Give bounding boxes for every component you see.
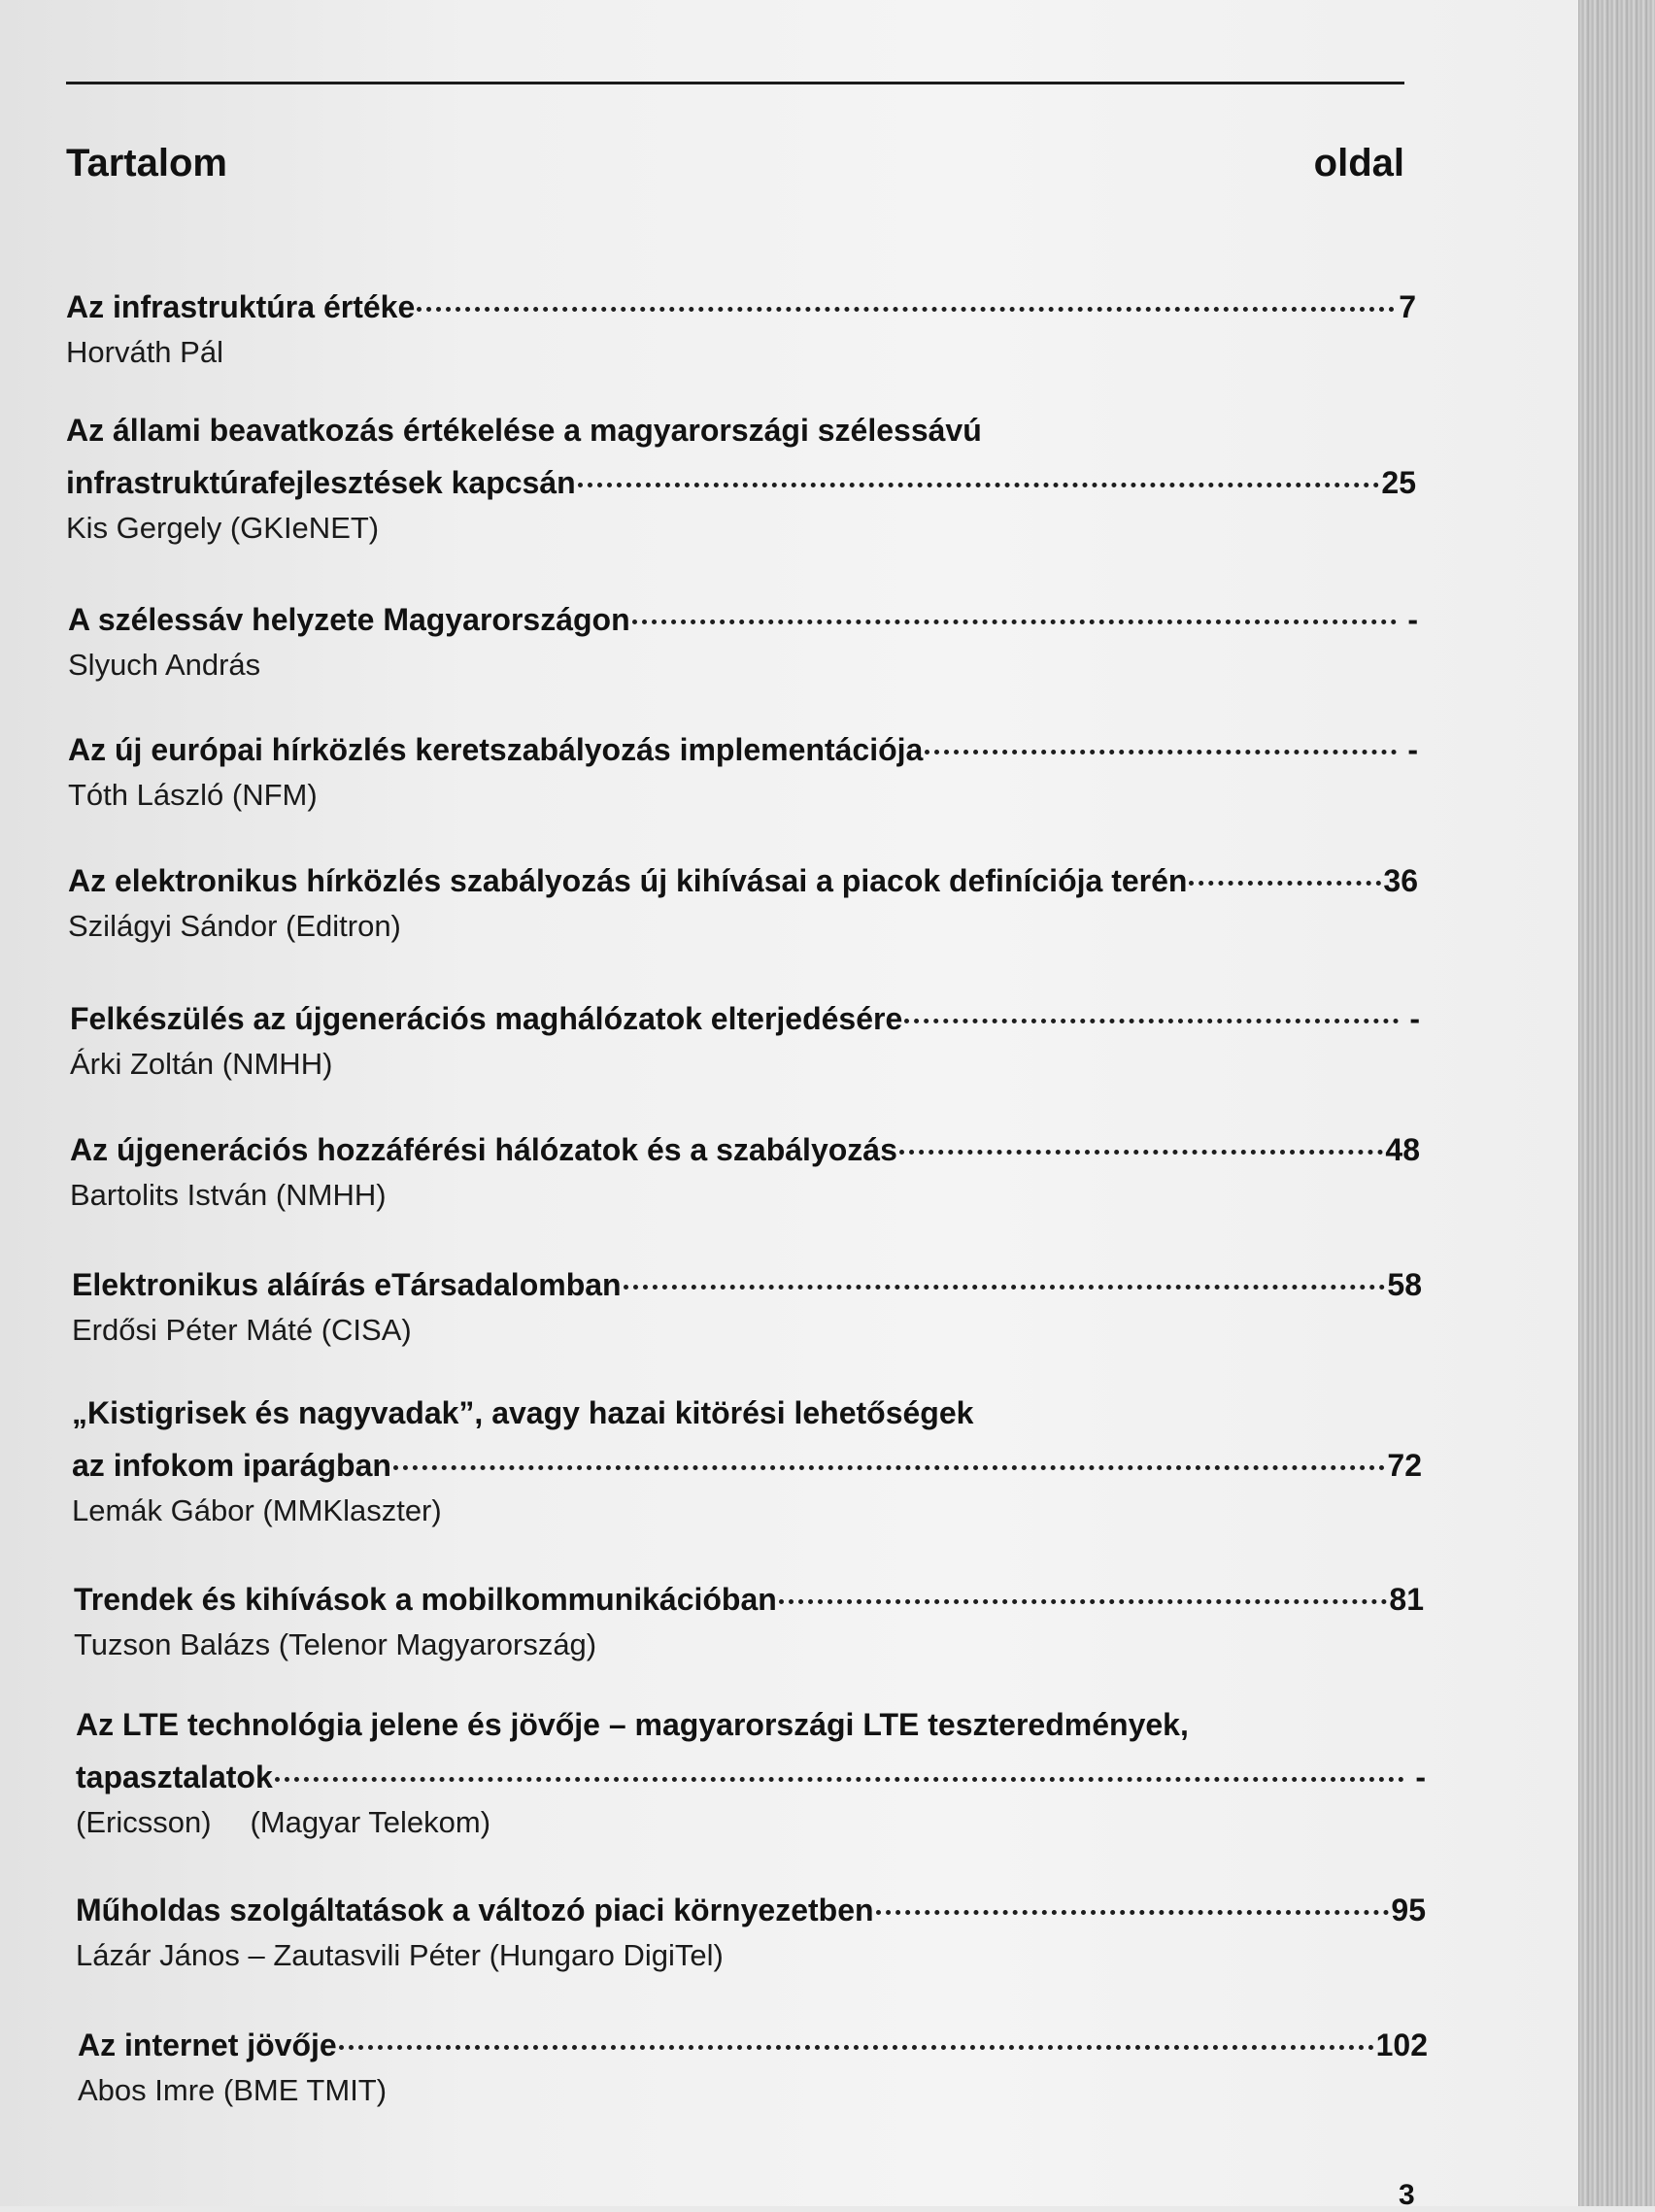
entry-page: 25 [1381, 465, 1416, 500]
entry-author: Lemák Gábor (MMKlaszter) [72, 1493, 442, 1527]
entry-title: Felkészülés az újgenerációs maghálózatok elterjedésére [70, 1001, 903, 1036]
dot-leader [925, 715, 1397, 754]
toc-entry [72, 1390, 1422, 1533]
entry-title: Az elektronikus hírközlés szabályozás új kihívásai a piacok definíciója terén [68, 863, 1188, 898]
entry-author-affiliation: (Ericsson) [76, 1805, 212, 1839]
entry-title: Műholdas szolgáltatások a változó piaci környezetben [76, 1893, 874, 1927]
entry-page: 72 [1387, 1448, 1422, 1483]
entry-title-line [68, 590, 1418, 643]
dot-leader [876, 1875, 1390, 1915]
entry-page: 7 [1399, 289, 1416, 324]
toc-entry [70, 989, 1420, 1087]
entry-title: infrastruktúrafejlesztések kapcsán [66, 465, 576, 500]
toc-entry [68, 590, 1418, 687]
toc-entry [78, 2016, 1428, 2113]
entry-page: 95 [1391, 1893, 1426, 1927]
entry-title-line [76, 1881, 1426, 1933]
entry-title-line [74, 1570, 1424, 1623]
toc-entry [68, 852, 1418, 949]
entry-page: 58 [1387, 1267, 1422, 1302]
toc-entry [70, 1121, 1420, 1218]
entry-title-line [68, 852, 1418, 904]
entry-title: Az újgenerációs hozzáférési hálózatok és a szabályozás [70, 1132, 897, 1167]
dot-leader [275, 1742, 1404, 1782]
entry-author: Erdősi Péter Máté (CISA) [72, 1313, 412, 1347]
entry-title: Trendek és kihívások a mobilkommunikációban [74, 1582, 777, 1617]
dot-leader [899, 1115, 1384, 1155]
entry-title-line [72, 1256, 1422, 1308]
toc-entry [72, 1256, 1422, 1353]
entry-title-line [70, 1121, 1420, 1173]
entry-author: Lázár János – Zautasvili Péter (Hungaro DigiTel) [76, 1938, 724, 1972]
entry-author [76, 1800, 1426, 1845]
entry-title: tapasztalatok [76, 1760, 273, 1794]
entry-title-line [68, 721, 1418, 773]
toc-entry [76, 1881, 1426, 1978]
toc-entry [66, 407, 1416, 551]
entry-title: Az internet jövője [78, 2028, 337, 2062]
dot-leader [578, 448, 1380, 487]
entry-title-line [76, 1748, 1426, 1800]
page-column-heading: oldal [1313, 142, 1404, 184]
toc-entry [68, 721, 1418, 818]
dot-leader [632, 585, 1397, 624]
dot-leader [779, 1564, 1388, 1604]
entry-author-affiliation: (Magyar Telekom) [250, 1805, 491, 1839]
entry-author: Slyuch András [68, 648, 261, 682]
entry-page: 48 [1385, 1132, 1420, 1167]
entry-title-line [78, 2016, 1428, 2068]
entry-title-line [66, 278, 1416, 330]
dot-leader [1189, 846, 1381, 886]
entry-author: Szilágyi Sándor (Editron) [68, 909, 401, 943]
dot-leader [393, 1430, 1385, 1470]
entry-page: - [1415, 1760, 1426, 1794]
entry-author: Bartolits István (NMHH) [70, 1178, 387, 1212]
entry-title: Elektronikus aláírás eTársadalomban [72, 1267, 622, 1302]
entry-page: - [1409, 1001, 1420, 1036]
dot-leader [417, 272, 1395, 312]
entry-page: 102 [1375, 2028, 1428, 2062]
entry-page: 36 [1383, 863, 1418, 898]
toc-entry [74, 1570, 1424, 1667]
entry-author: Abos Imre (BME TMIT) [78, 2073, 388, 2107]
entry-title: Az infrastruktúra értéke [66, 289, 416, 324]
entry-title-line [66, 453, 1416, 506]
dot-leader [339, 2010, 1374, 2050]
entry-title: az infokom iparágban [72, 1448, 391, 1483]
page-number: 3 [1399, 2179, 1415, 2211]
toc-entry [66, 278, 1416, 375]
entry-title: Az új európai hírközlés keretszabályozás implementációja [68, 732, 924, 767]
entry-title: A szélessáv helyzete Magyarországon [68, 602, 630, 637]
entry-title-first-line: Az állami beavatkozás értékelése a magyarországi szélessávú [66, 413, 982, 448]
entry-page: - [1407, 602, 1418, 637]
entry-title-line [72, 1436, 1422, 1489]
entry-page: - [1407, 732, 1418, 767]
entry-author: Árki Zoltán (NMHH) [70, 1047, 333, 1081]
entry-author: Tóth László (NFM) [68, 778, 318, 812]
dot-leader [904, 984, 1399, 1023]
entry-title-first-line: Az LTE technológia jelene és jövője – magyarországi LTE teszteredmények, [76, 1707, 1189, 1742]
entry-author: Tuzson Balázs (Telenor Magyarország) [74, 1627, 597, 1661]
toc-entry [76, 1701, 1426, 1845]
entry-title-line [70, 989, 1420, 1042]
dot-leader [624, 1250, 1386, 1290]
entry-author: Horváth Pál [66, 335, 223, 369]
toc-heading: Tartalom [66, 142, 227, 184]
entry-author: Kis Gergely (GKIeNET) [66, 511, 380, 545]
entry-page: 81 [1389, 1582, 1424, 1617]
entry-title-first-line: „Kistigrisek és nagyvadak”, avagy hazai kitörési lehetőségek [72, 1395, 974, 1430]
